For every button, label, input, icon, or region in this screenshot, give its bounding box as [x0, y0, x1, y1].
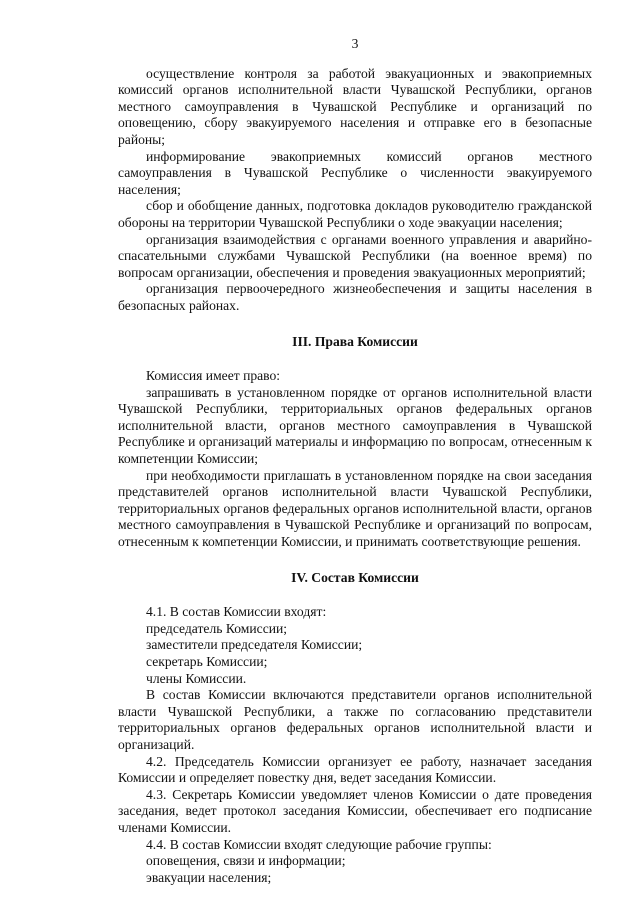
section-heading-composition: IV. Состав Комиссии	[291, 569, 419, 585]
paragraph: 4.1. В состав Комиссии входят:	[146, 604, 327, 620]
section-composition	[118, 604, 592, 886]
paragraph: организация взаимодействия с органами военного управления и аварийно-спасательными службами Чувашской Республики (на военное время) по вопросам организации, обеспечения и проведения эвакуационных мероприятий;	[118, 231, 592, 280]
paragraph: 4.3. Секретарь Комиссии уведомляет членов Комиссии о дате проведения заседания, ведет протокол заседания Комиссии, обеспечивает его подписание членами Комиссии.	[118, 786, 592, 835]
paragraph: при необходимости приглашать в установленном порядке на свои заседания представителей органов исполнительной власти Чувашской Республики, территориальных органов федеральных органов исполнительной власти, органов местного самоуправления в Чувашской Республике и организаций по вопросам, отнесенным к компетенции Комиссии, и принимать соответствующие решения.	[118, 467, 592, 550]
paragraph: запрашивать в установленном порядке от органов исполнительной власти Чувашской Республики, территориальных органов федеральных органов исполнительной власти, органов местного самоуправления в Чувашской Республике и организаций материалы и информацию по вопросам, отнесенным к компетенции Комиссии;	[118, 384, 592, 467]
paragraph: сбор и обобщение данных, подготовка докладов руководителю гражданской обороны на территории Чувашской Республики о ходе эвакуации населения;	[118, 198, 592, 230]
list-item: заместители председателя Комиссии;	[146, 637, 363, 653]
list-item: оповещения, связи и информации;	[146, 853, 346, 869]
list-item: председатель Комиссии;	[146, 620, 288, 636]
section-top	[118, 66, 592, 315]
paragraph: осуществление контроля за работой эвакуационных и эвакоприемных комиссий органов исполнительной власти Чувашской Республики, органов местного самоуправления в Чувашской Республике и организаций по оповещению, сбору эвакуируемого населения и отправке его в безопасные районы;	[118, 65, 592, 147]
paragraph: Комиссия имеет право:	[146, 368, 281, 384]
list-item: члены Комиссии.	[146, 670, 247, 686]
list-item: секретарь Комиссии;	[146, 654, 268, 669]
page-number: 3	[351, 36, 359, 51]
list-item: эвакуации населения;	[146, 869, 272, 885]
paragraph: информирование эвакоприемных комиссий органов местного самоуправления в Чувашской Республике о численности эвакуируемого населения;	[118, 148, 592, 197]
paragraph: В состав Комиссии включаются представители органов исполнительной власти Чувашской Республики, а также по согласованию представители территориальных органов федеральных органов исполнительной власти и организаций.	[118, 687, 592, 752]
section-rights	[118, 368, 592, 551]
paragraph: организация первоочередного жизнеобеспечения и защиты населения в безопасных районах.	[118, 281, 592, 313]
paragraph: 4.4. В состав Комиссии входят следующие рабочие группы:	[146, 836, 492, 852]
section-heading-rights: III. Права Комиссии	[292, 333, 418, 349]
paragraph: 4.2. Председатель Комиссии организует ее работу, назначает заседания Комиссии и определяет повестку дня, ведет заседания Комиссии.	[118, 753, 592, 786]
